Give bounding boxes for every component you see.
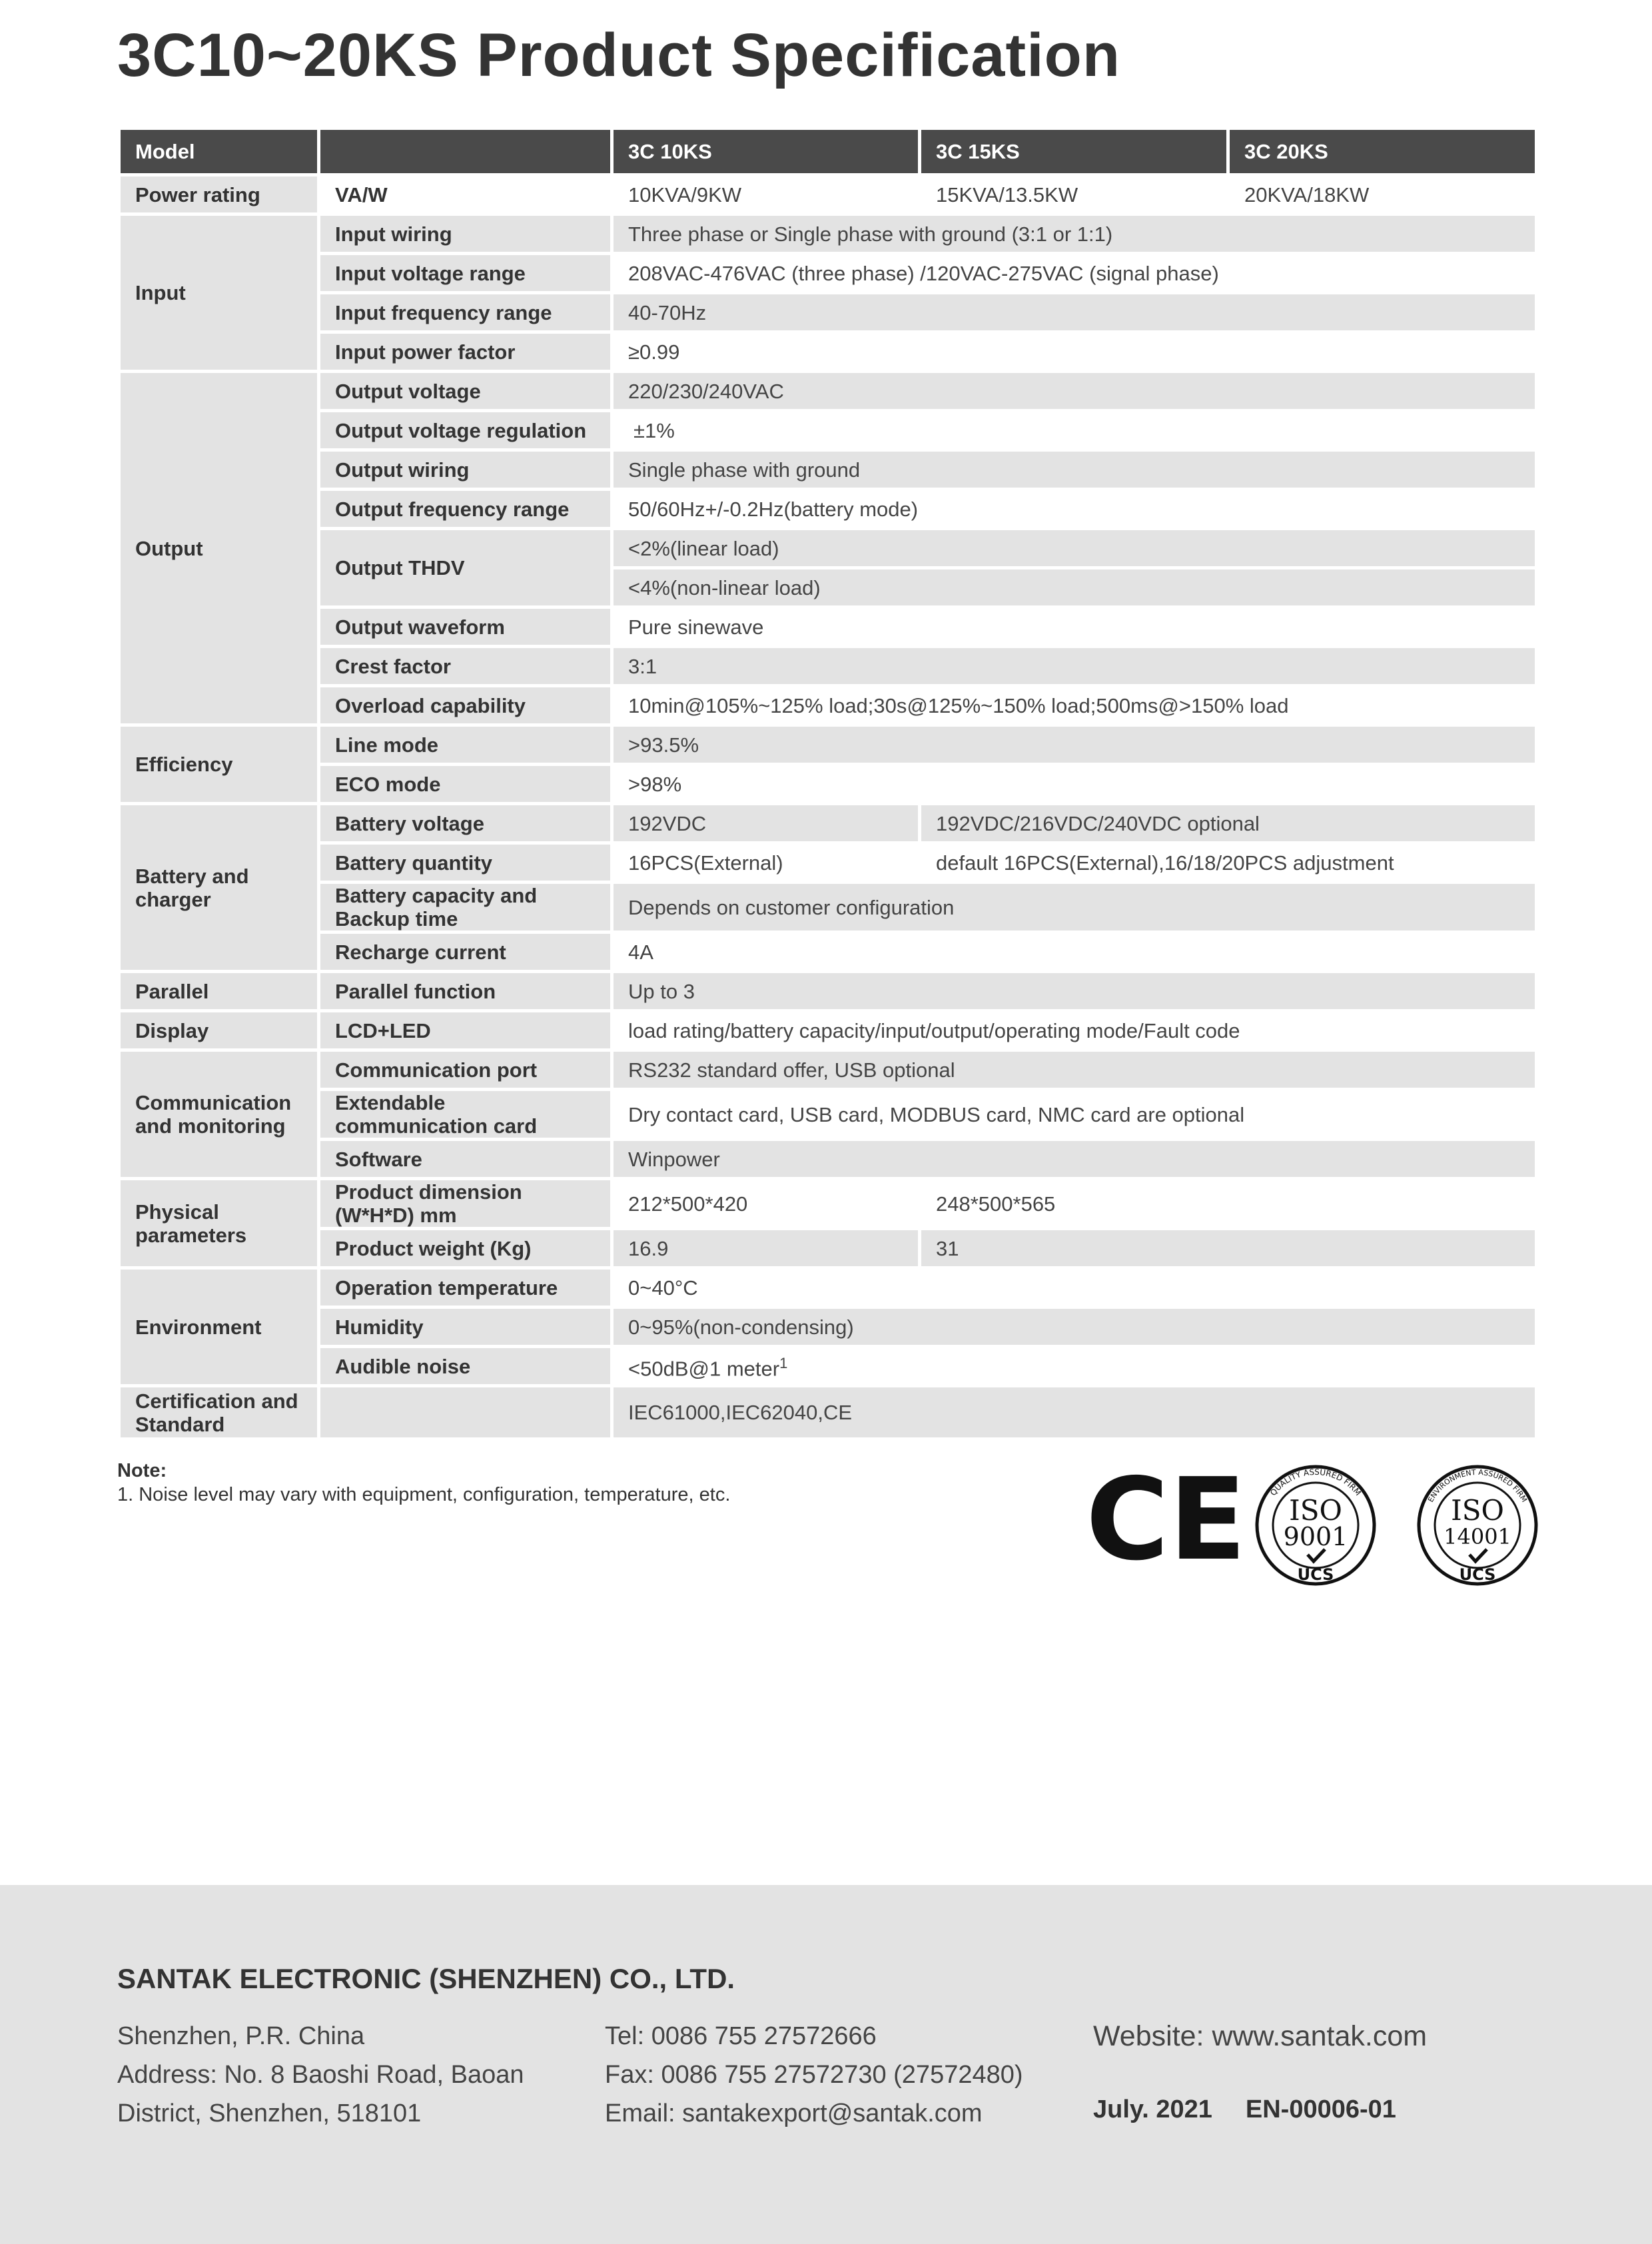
table-row bbox=[119, 1179, 1537, 1229]
item-label: Output frequency range bbox=[319, 490, 612, 529]
table-row bbox=[119, 332, 1537, 372]
category-input: Input bbox=[119, 214, 319, 372]
table-row bbox=[119, 293, 1537, 332]
header-3c15ks: 3C 15KS bbox=[920, 129, 1228, 175]
value-cell: 212*500*420 bbox=[612, 1179, 920, 1229]
value-cell bbox=[612, 1347, 1537, 1386]
value-cell: <4%(non-linear load) bbox=[612, 568, 1537, 607]
header-3c10ks: 3C 10KS bbox=[612, 129, 920, 175]
certification-logos bbox=[1086, 1459, 1539, 1592]
table-row bbox=[119, 490, 1537, 529]
item-label: VA/W bbox=[319, 175, 612, 214]
table-row bbox=[119, 883, 1537, 933]
table-row bbox=[119, 372, 1537, 411]
svg-text:QUALITY ASSURED FIRM: QUALITY ASSURED FIRM bbox=[1268, 1467, 1363, 1498]
value-cell: 208VAC-476VAC (three phase) /120VAC-275VAC (signal phase) bbox=[612, 254, 1537, 293]
value-cell: Depends on customer configuration bbox=[612, 883, 1537, 933]
item-label: Output THDV bbox=[319, 529, 612, 607]
item-label: Communication port bbox=[319, 1050, 612, 1090]
item-label: Product weight (Kg) bbox=[319, 1229, 612, 1268]
value-cell: default 16PCS(External),16/18/20PCS adjustment bbox=[920, 843, 1537, 883]
table-row bbox=[119, 607, 1537, 647]
spec-table bbox=[117, 127, 1538, 1441]
item-label: Output voltage regulation bbox=[319, 411, 612, 450]
header-blank bbox=[319, 129, 612, 175]
header-3c20ks: 3C 20KS bbox=[1228, 129, 1537, 175]
document-info bbox=[1093, 2090, 1430, 2129]
item-label: Operation temperature bbox=[319, 1268, 612, 1308]
item-label: Output waveform bbox=[319, 607, 612, 647]
category-physical: Physical parameters bbox=[119, 1179, 319, 1268]
value-cell: load rating/battery capacity/input/output/operating mode/Fault code bbox=[612, 1011, 1537, 1050]
svg-text:ISO: ISO bbox=[1289, 1494, 1342, 1527]
table-row bbox=[119, 1386, 1537, 1439]
website-column bbox=[1093, 2017, 1430, 2129]
item-label-empty bbox=[319, 1386, 612, 1439]
value-cell: 192VDC bbox=[612, 804, 920, 843]
value-cell: ±1% bbox=[612, 411, 1537, 450]
item-label: Input voltage range bbox=[319, 254, 612, 293]
website-link[interactable]: Website: www.santak.com bbox=[1093, 2020, 1428, 2052]
table-row bbox=[119, 1268, 1537, 1308]
table-row bbox=[119, 175, 1537, 214]
item-label: Product dimension (W*H*D) mm bbox=[319, 1179, 612, 1229]
svg-text:UCS: UCS bbox=[1297, 1565, 1334, 1584]
table-row bbox=[119, 1229, 1537, 1268]
item-label: Parallel function bbox=[319, 972, 612, 1011]
item-label: Recharge current bbox=[319, 933, 612, 972]
item-label: Input power factor bbox=[319, 332, 612, 372]
table-row bbox=[119, 933, 1537, 972]
svg-text:UCS: UCS bbox=[1459, 1565, 1496, 1584]
table-row bbox=[119, 450, 1537, 490]
value-cell: Dry contact card, USB card, MODBUS card, NMC card are optional bbox=[612, 1090, 1537, 1140]
noise-value: <50dB@1 meter bbox=[628, 1357, 780, 1381]
value-cell: IEC61000,IEC62040,CE bbox=[612, 1386, 1537, 1439]
value-cell: 31 bbox=[920, 1229, 1537, 1268]
table-row bbox=[119, 1011, 1537, 1050]
company-name: SANTAK ELECTRONIC (SHENZHEN) CO., LTD. bbox=[117, 1963, 735, 1994]
table-row bbox=[119, 529, 1537, 568]
table-row bbox=[119, 1090, 1537, 1140]
value-cell: 40-70Hz bbox=[612, 293, 1537, 332]
page-title: 3C10~20KS Product Specification bbox=[117, 21, 1121, 89]
table-row bbox=[119, 1308, 1537, 1347]
value-cell: 3:1 bbox=[612, 647, 1537, 686]
value-cell: Pure sinewave bbox=[612, 607, 1537, 647]
value-cell: ≥0.99 bbox=[612, 332, 1537, 372]
table-row bbox=[119, 804, 1537, 843]
footnote-marker: 1 bbox=[779, 1355, 788, 1372]
table-row bbox=[119, 1347, 1537, 1386]
value-cell: 220/230/240VAC bbox=[612, 372, 1537, 411]
table-row bbox=[119, 411, 1537, 450]
svg-text:CE: CE bbox=[1086, 1459, 1246, 1586]
item-label: Input frequency range bbox=[319, 293, 612, 332]
footer bbox=[0, 1885, 1652, 2244]
email-link[interactable]: Email: santakexport@santak.com bbox=[605, 2099, 983, 2127]
value-cell: 10KVA/9KW bbox=[612, 175, 920, 214]
address-line: Address: No. 8 Baoshi Road, Baoan bbox=[117, 2061, 524, 2089]
footnote bbox=[117, 1459, 730, 1507]
document-code: EN-00006-01 bbox=[1245, 2095, 1396, 2123]
value-cell: 20KVA/18KW bbox=[1228, 175, 1537, 214]
address-line: Shenzhen, P.R. China bbox=[117, 2022, 365, 2050]
note-text: 1. Noise level may vary with equipment, configuration, temperature, etc. bbox=[117, 1484, 731, 1505]
value-cell: 15KVA/13.5KW bbox=[920, 175, 1228, 214]
item-label: Battery voltage bbox=[319, 804, 612, 843]
table-row bbox=[119, 254, 1537, 293]
category-output: Output bbox=[119, 372, 319, 725]
iso-14001-icon bbox=[1419, 1467, 1536, 1584]
document-date: July. 2021 bbox=[1093, 2095, 1212, 2123]
table-row bbox=[119, 765, 1537, 804]
item-label: Humidity bbox=[319, 1308, 612, 1347]
table-row bbox=[119, 686, 1537, 725]
category-battery: Battery and charger bbox=[119, 804, 319, 972]
category-certification: Certification and Standard bbox=[119, 1386, 319, 1439]
value-cell: RS232 standard offer, USB optional bbox=[612, 1050, 1537, 1090]
table-row bbox=[119, 1140, 1537, 1179]
value-cell: <2%(linear load) bbox=[612, 529, 1537, 568]
tel-line: Tel: 0086 755 27572666 bbox=[605, 2022, 877, 2050]
item-label: Audible noise bbox=[319, 1347, 612, 1386]
category-communication: Communication and monitoring bbox=[119, 1050, 319, 1179]
value-cell: >98% bbox=[612, 765, 1537, 804]
value-cell: 50/60Hz+/-0.2Hz(battery mode) bbox=[612, 490, 1537, 529]
fax-line: Fax: 0086 755 27572730 (27572480) bbox=[605, 2061, 1023, 2089]
note-label: Note: bbox=[117, 1460, 167, 1481]
category-environment: Environment bbox=[119, 1268, 319, 1386]
category-power-rating: Power rating bbox=[119, 175, 319, 214]
item-label: Crest factor bbox=[319, 647, 612, 686]
table-row bbox=[119, 647, 1537, 686]
value-cell: 192VDC/216VDC/240VDC optional bbox=[920, 804, 1537, 843]
contact-column bbox=[605, 2017, 1023, 2133]
svg-text:9001: 9001 bbox=[1283, 1522, 1348, 1551]
ce-mark-icon bbox=[1086, 1459, 1246, 1586]
address-line: District, Shenzhen, 518101 bbox=[117, 2099, 422, 2127]
svg-text:14001: 14001 bbox=[1444, 1524, 1511, 1549]
value-cell: 4A bbox=[612, 933, 1537, 972]
item-label: Overload capability bbox=[319, 686, 612, 725]
value-cell: Up to 3 bbox=[612, 972, 1537, 1011]
value-cell: 0~95%(non-condensing) bbox=[612, 1308, 1537, 1347]
category-efficiency: Efficiency bbox=[119, 725, 319, 804]
category-display: Display bbox=[119, 1011, 319, 1050]
value-cell: Winpower bbox=[612, 1140, 1537, 1179]
value-cell: >93.5% bbox=[612, 725, 1537, 765]
svg-text:ENVIRONMENT ASSURED FIRM: ENVIRONMENT ASSURED FIRM bbox=[1426, 1467, 1529, 1504]
table-row bbox=[119, 1050, 1537, 1090]
item-label: Battery quantity bbox=[319, 843, 612, 883]
table-row bbox=[119, 972, 1537, 1011]
value-cell: 16PCS(External) bbox=[612, 843, 920, 883]
item-label: ECO mode bbox=[319, 765, 612, 804]
value-cell: 248*500*565 bbox=[920, 1179, 1537, 1229]
table-row bbox=[119, 725, 1537, 765]
item-label: Line mode bbox=[319, 725, 612, 765]
item-label: Output wiring bbox=[319, 450, 612, 490]
table-row bbox=[119, 214, 1537, 254]
table-header-row bbox=[119, 129, 1537, 175]
iso-9001-icon bbox=[1257, 1467, 1374, 1584]
item-label: Software bbox=[319, 1140, 612, 1179]
value-cell: 16.9 bbox=[612, 1229, 920, 1268]
value-cell: Three phase or Single phase with ground (3:1 or 1:1) bbox=[612, 214, 1537, 254]
value-cell: 0~40°C bbox=[612, 1268, 1537, 1308]
svg-text:ISO: ISO bbox=[1451, 1494, 1504, 1527]
category-parallel: Parallel bbox=[119, 972, 319, 1011]
item-label: Extendable communication card bbox=[319, 1090, 612, 1140]
value-cell: Single phase with ground bbox=[612, 450, 1537, 490]
item-label: LCD+LED bbox=[319, 1011, 612, 1050]
item-label: Output voltage bbox=[319, 372, 612, 411]
value-cell: 10min@105%~125% load;30s@125%~150% load;500ms@>150% load bbox=[612, 686, 1537, 725]
item-label: Input wiring bbox=[319, 214, 612, 254]
table-row bbox=[119, 843, 1537, 883]
item-label: Battery capacity and Backup time bbox=[319, 883, 612, 933]
address-column bbox=[117, 2017, 524, 2133]
header-model: Model bbox=[119, 129, 319, 175]
